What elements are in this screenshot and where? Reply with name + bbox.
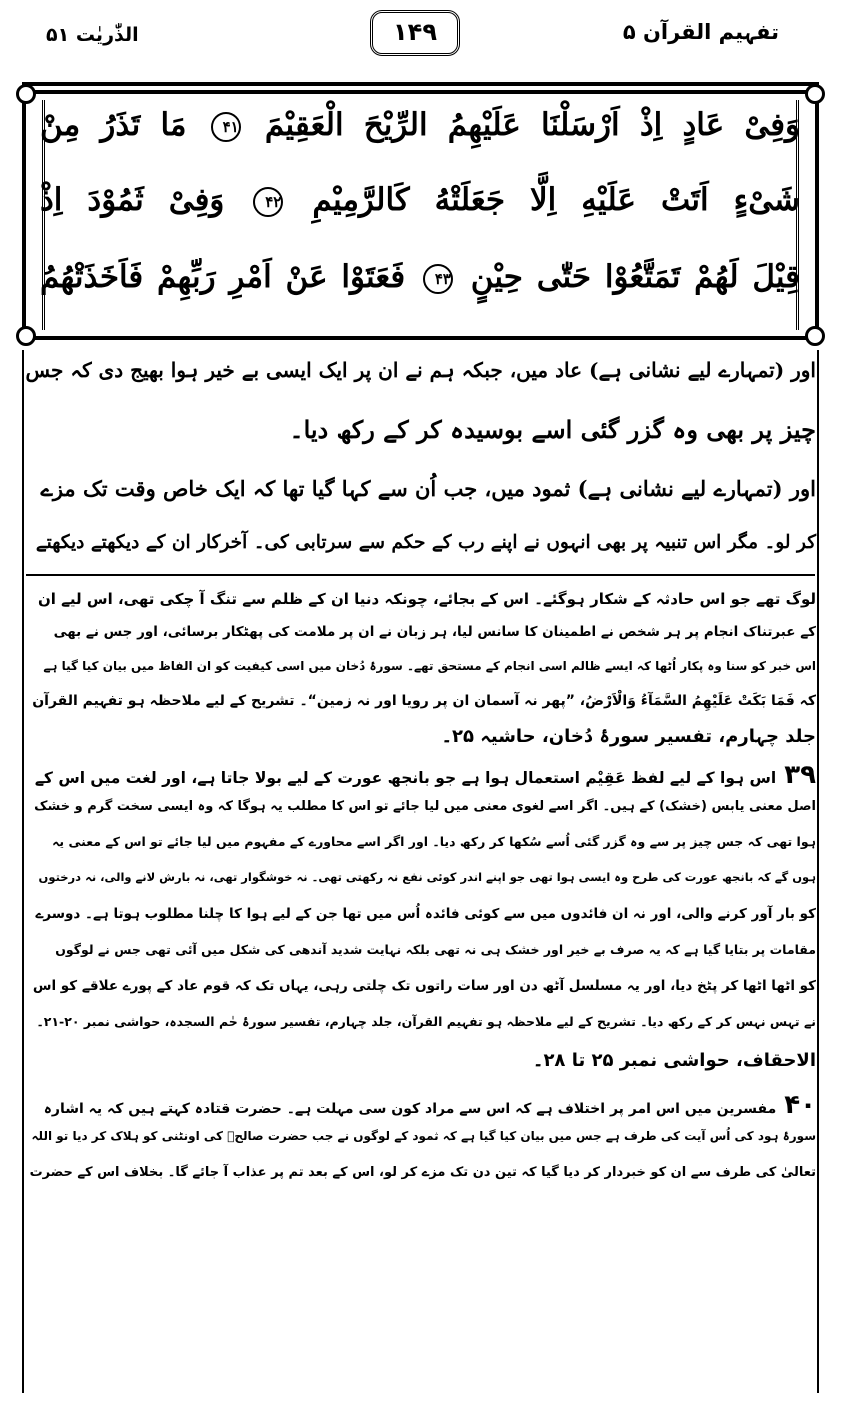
footnote-number: ۳۹ bbox=[784, 760, 816, 790]
commentary-line: کہ فَمَا بَكَتْ عَلَیْهِمُ السَّمَآءُ وَالْاَرْضُ، ”پھر نہ آسمان ان پر رویا اور نہ زمین“۔ تشریح کے لیے ملاحظہ ہو تفہیم القرآن bbox=[32, 693, 816, 709]
quran-text: وَفِیْ عَادٍ اِذْ اَرْسَلْنَا عَلَیْهِمُ الرِّیْحَ الْعَقِیْمَ bbox=[264, 107, 801, 143]
footnote-40-line: سورۂ ہود کی اُس آیت کی طرف ہے جس میں بیان کیا گیا ہے کہ ثمود کے لوگوں نے جب حضرت صالحؑ کی اونٹنی کو ہلاک کر دیا تو اللہ bbox=[31, 1129, 816, 1143]
translation-line: اور (تمہارے لیے نشانی ہے) ثمود میں، جب اُن سے کہا گیا تھا کہ ایک خاص وقت تک مزے bbox=[40, 476, 816, 501]
footnote-39-line: نے تہس نہس کر کے رکھ دیا۔ تشریح کے لیے ملاحظہ ہو تفہیم القرآن، جلد چہارم، تفسیر سورۂ حٰم السجدہ، حواشی نمبر ۲۰-۲۱۔ bbox=[36, 1014, 816, 1029]
footnote-number: ۴۰ bbox=[784, 1090, 816, 1120]
footnote-text: مفسرین میں اس امر پر اختلاف ہے کہ اس سے مراد کون سی مہلت ہے۔ حضرت قتادہ کہتے ہیں کہ یہ اشارہ bbox=[43, 1101, 777, 1117]
quran-text: قِیْلَ لَهُمْ تَمَتَّعُوْا حَتّٰى حِیْنٍ bbox=[470, 259, 800, 295]
quran-line bbox=[40, 259, 800, 295]
quran-text: شَیْءٍ اَتَتْ عَلَیْهِ اِلَّا جَعَلَتْهُ كَالرَّمِیْمِ bbox=[312, 182, 801, 218]
surah-name: الذّٰریٰت ۵۱ bbox=[46, 24, 139, 46]
quran-text: فَعَتَوْا عَنْ اَمْرِ رَبِّهِمْ فَاَخَذَتْهُمُ bbox=[40, 259, 406, 295]
book-title: تفہیم القرآن ۵ bbox=[622, 20, 779, 44]
quran-line bbox=[40, 107, 801, 143]
ayah-number-marker: ۴۳ bbox=[423, 264, 453, 294]
translation-line: کر لو۔ مگر اس تنبیہ پر بھی انہوں نے اپنے رب کے حکم سے سرتابی کی۔ آخرکار ان کے دیکھتے دیکھتے bbox=[35, 532, 816, 553]
quran-line bbox=[40, 182, 801, 218]
footnote-39-line: ہوں گے کہ بانجھ عورت کی طرح وہ ایسی ہوا تھی جو اپنے اندر کوئی نفع نہ رکھتی تھی۔ نہ خوشگوار تھی، نہ بارش لانے والی، نہ درختوں bbox=[38, 870, 816, 884]
footnote-39-line: کو بار آور کرنے والی، اور نہ ان فائدوں میں سے کوئی فائدہ اُس میں تھا جن کے لیے ہوا کا چلنا مطلوب ہوتا ہے۔ دوسرے bbox=[35, 906, 816, 922]
commentary-line: کے عبرتناک انجام پر ہر شخص نے اطمینان کا سانس لیا، ہر زبان نے ان پر ملامت کی پھٹکار برسائی، اور جس نے بھی bbox=[53, 624, 816, 640]
commentary-line: اس خبر کو سنا وہ پکار اُٹھا کہ ایسے ظالم اسی انجام کے مستحق تھے۔ سورۂ دُخان میں اسی کیفیت کو ان الفاظ میں بیان کیا گیا ہے bbox=[43, 659, 816, 673]
section-divider bbox=[26, 574, 815, 576]
page-side-rule bbox=[817, 350, 819, 1393]
footnote-text: اس ہوا کے لیے لفظ عَقِیْم استعمال ہوا ہے جو بانجھ عورت کے لیے بولا جاتا ہے، اور لغت میں اس کے bbox=[34, 769, 777, 787]
frame-corner-ornament bbox=[805, 326, 825, 346]
translation-line: اور (تمہارے لیے نشانی ہے) عاد میں، جبکہ ہم نے ان پر ایک ایسی بے خیر ہوا بھیج دی کہ جس bbox=[25, 358, 816, 382]
translation-line: چیز پر بھی وہ گزر گئی اسے بوسیدہ کر کے رکھ دیا۔ bbox=[289, 415, 816, 444]
frame-corner-ornament bbox=[16, 326, 36, 346]
page-side-rule bbox=[22, 350, 24, 1393]
footnote-40-line: تعالیٰ کی طرف سے ان کو خبردار کر دیا گیا کہ تین دن تک مزے کر لو، اس کے بعد تم پر عذاب آ جائے گا۔ بخلاف اس کے حضرت bbox=[29, 1165, 816, 1180]
commentary-line: لوگ تھے جو اس حادثہ کے شکار ہوگئے۔ اس کے بجائے، چونکہ دنیا ان کے ظلم سے تنگ آ چکی تھی، اس لیے ان bbox=[37, 590, 816, 608]
page-number: ۱۴۹ bbox=[370, 10, 460, 56]
footnote-39-line: الاحقاف، حواشی نمبر ۲۵ تا ۲۸۔ bbox=[532, 1050, 816, 1071]
frame-corner-ornament bbox=[16, 84, 36, 104]
frame-corner-ornament bbox=[805, 84, 825, 104]
footnote-39-line: مقامات پر بتایا گیا ہے کہ یہ صرف بے خیر اور خشک ہی نہ تھی بلکہ نہایت شدید آندھی کی شکل میں آئی تھی جس نے لوگوں bbox=[55, 942, 816, 957]
quran-text: مَا تَذَرُ مِنْ bbox=[40, 107, 187, 143]
ayah-number-marker: ۴۲ bbox=[253, 187, 283, 217]
ayah-number-marker: ۴۱ bbox=[211, 112, 241, 142]
running-header bbox=[0, 6, 841, 56]
quran-text: وَفِیْ ثَمُوْدَ اِذْ bbox=[40, 182, 225, 218]
footnote-39-line: اصل معنی یابس (خشک) کے ہیں۔ اگر اسے لغوی معنی میں لیا جائے تو اس کا مطلب یہ ہوگا کہ وہ ایسی سخت گرم و خشک bbox=[34, 799, 816, 814]
footnote-39-line: کو اٹھا اٹھا کر پٹخ دیا، اور یہ مسلسل آٹھ دن اور سات راتوں تک چلتی رہی، یہاں تک کہ قوم عاد کے پورے علاقے کو اس bbox=[32, 978, 816, 994]
footnote-40-line bbox=[26, 1092, 816, 1118]
footnote-39-line bbox=[26, 762, 816, 788]
header-rule bbox=[22, 82, 819, 86]
footnote-39-line: ہوا تھی کہ جس چیز پر سے وہ گزر گئی اُسے سُکھا کر رکھ دیا۔ اور اگر اسے محاورے کے مفہوم میں لیا جائے تو اس کے معنی یہ bbox=[52, 834, 816, 849]
commentary-line: جلد چہارم، تفسیر سورۂ دُخان، حاشیہ ۲۵۔ bbox=[441, 726, 816, 747]
